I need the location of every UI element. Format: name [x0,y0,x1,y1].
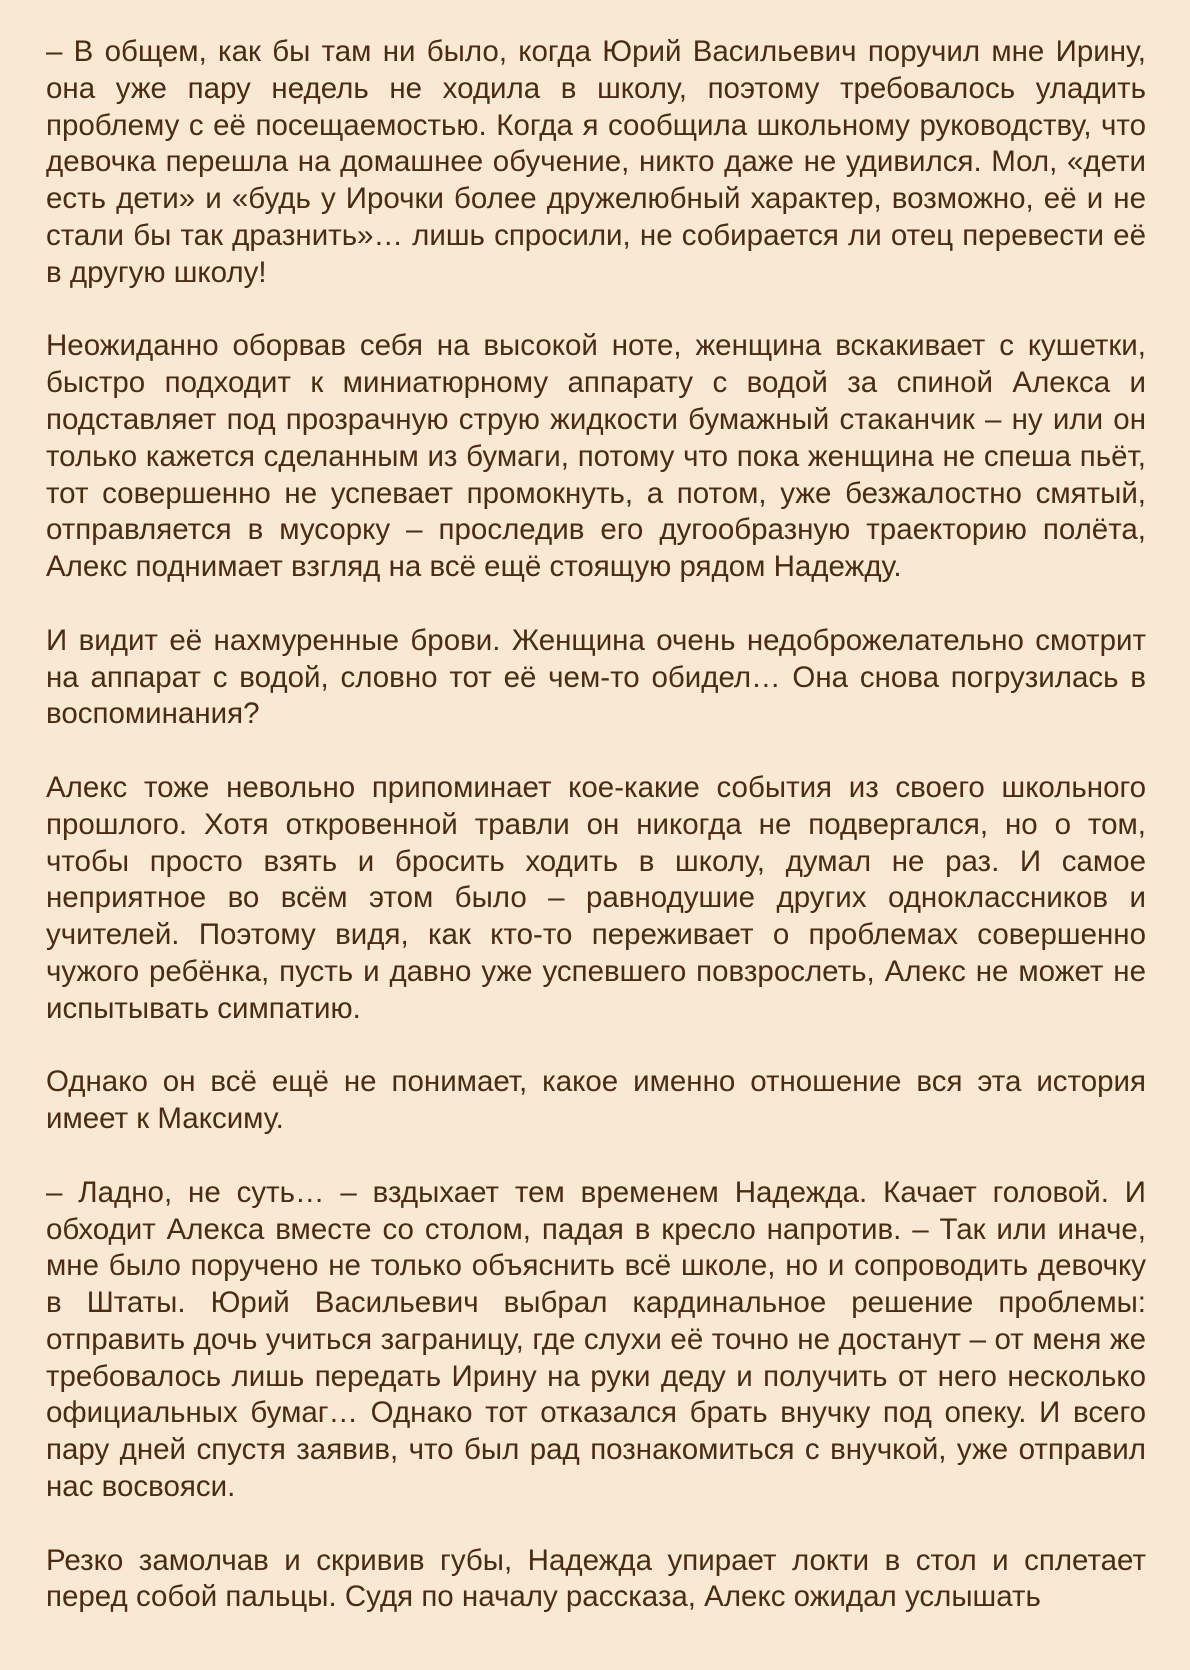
paragraph-4: Алекс тоже невольно припоминает кое-какие события из своего школьного прошлого. Хотя откровенной травли он никогда не подвергался, но о том, чтобы просто взять и бросить ходить в школу, думал не раз. И самое неприятное во всём этом было – равнодушие других одноклассников и учителей. Поэтому видя, как кто-то переживает о проблемах совершенно чужого ребёнка, пусть и давно уже успевшего повзрослеть, Алекс не может не испытывать симпатию. [46,770,1146,1025]
paragraph-2: Неожиданно оборвав себя на высокой ноте, женщина вскакивает с кушетки, быстро подходит к миниатюрному аппарату с водой за спиной Алекса и подставляет под прозрачную струю жидкости бумажный стаканчик – ну или он только кажется сделанным из бумаги, потому что пока женщина не спеша пьёт, тот совершенно не успевает промокнуть, а потом, уже безжалостно смятый, отправляется в мусорку – проследив его дугообразную траекторию полёта, Алекс поднимает взгляд на всё ещё стоящую рядом Надежду. [46,329,1146,584]
paragraph-1: – В общем, как бы там ни было, когда Юрий Васильевич поручил мне Ирину, она уже пару недель не ходила в школу, поэтому требовалось уладить проблему с её посещаемостью. Когда я сообщила школьному руководству, что девочка перешла на домашнее обучение, никто даже не удивился. Мол, «дети есть дети» и «будь у Ирочки более дружелюбный характер, возможно, её и не стали бы так дразнить»… лишь спросили, не собирается ли отец перевести её в другую школу! [46,35,1146,289]
paragraph-3: И видит её нахмуренные брови. Женщина очень недоброжелательно смотрит на аппарат с водой, словно тот её чем-то обидел… Она снова погрузилась в воспоминания? [46,623,1146,731]
paragraph-5: Однако он всё ещё не понимает, какое именно отношение вся эта история имеет к Максиму. [46,1065,1146,1136]
paragraph-6: – Ладно, не суть… – вздыхает тем временем Надежда. Качает головой. И обходит Алекса вместе со столом, падая в кресло напротив. – Так или иначе, мне было поручено не только объяснить всё школе, но и сопроводить девочку в Штаты. Юрий Васильевич выбрал кардинальное решение проблемы: отправить дочь учиться заграницу, где слухи её точно не достанут – от меня же требовалось лишь передать Ирину на руки деду и получить от него несколько официальных бумаг… Однако тот отказался брать внучку под опеку. И всего пару дней спустя заявив, что был рад познакомиться с внучкой, уже отправил нас восвояси. [46,1175,1146,1504]
paragraph-7: Резко замолчав и скривив губы, Надежда упирает локти в стол и сплетает перед собой пальцы. Судя по началу рассказа, Алекс ожидал услышать [46,1543,1146,1614]
reader-page [46,34,1146,1670]
